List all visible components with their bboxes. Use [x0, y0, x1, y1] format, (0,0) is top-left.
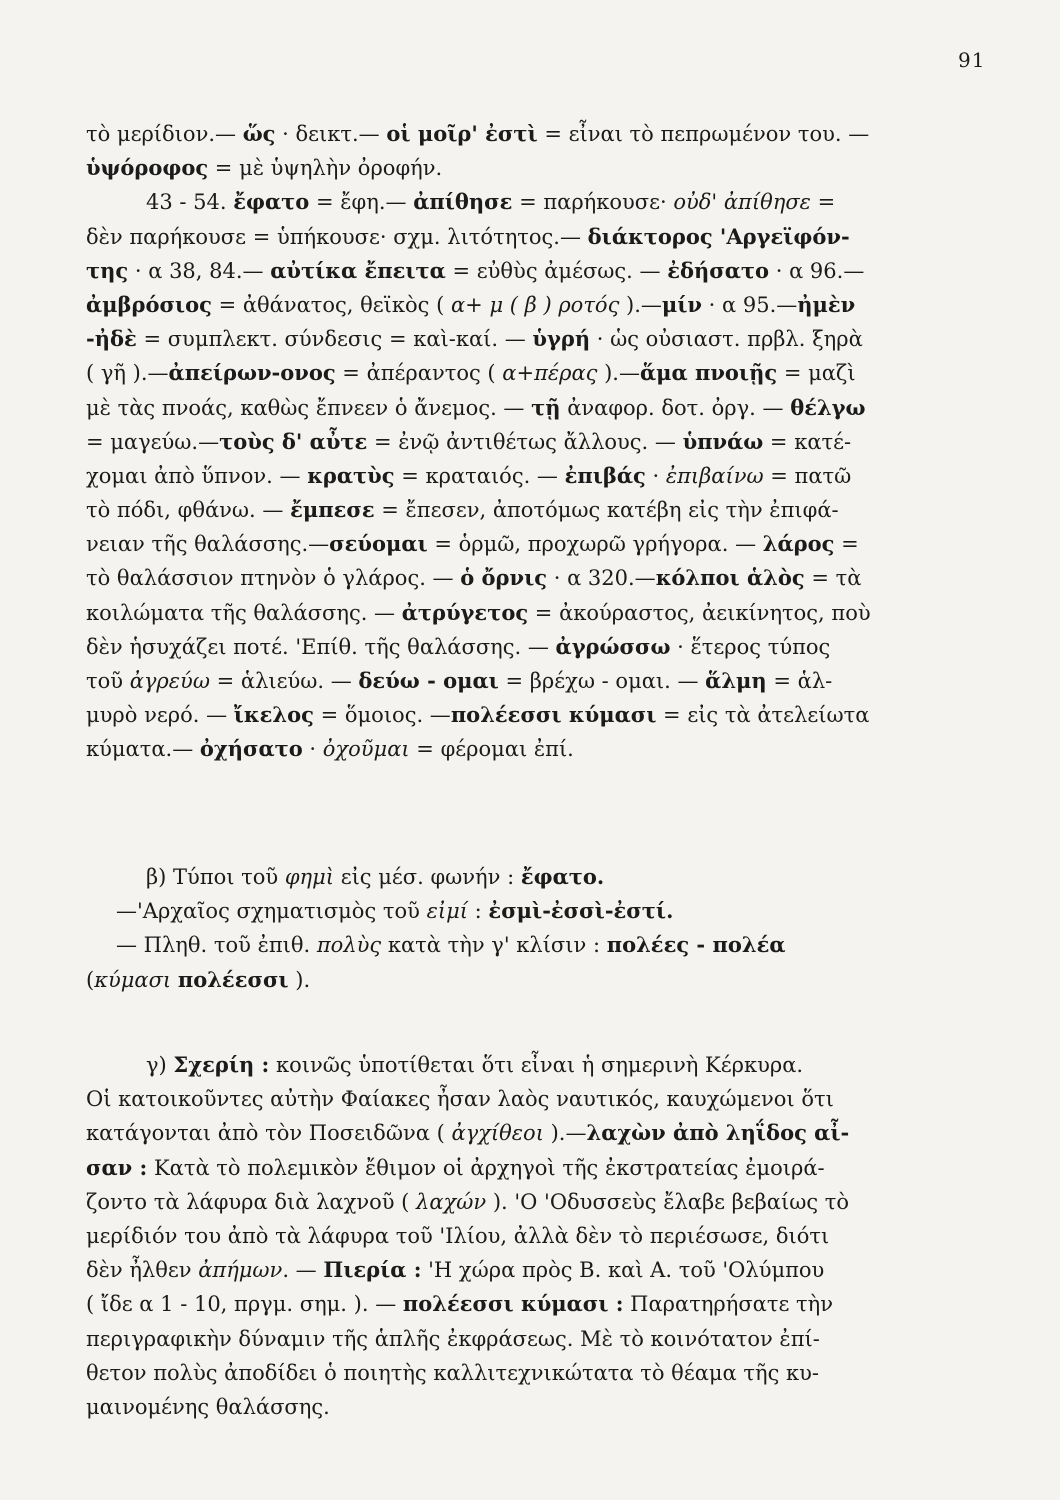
bold-term: Πιερία : — [323, 1257, 422, 1283]
bold-term: ἀγρώσσω — [555, 633, 671, 659]
text-run: δὲν ἡσυχάζει ποτέ. 'Επίθ. τῆς θαλάσσης. — — [86, 634, 556, 659]
text-run: ).— — [597, 361, 640, 386]
text-run: ). 'Ο 'Οδυσσεὺς ἔλαβε βεβαίως τὸ — [486, 1189, 850, 1214]
text-run: τὸ πόδι, φθάνω. — — [86, 498, 291, 523]
glossary-notes — [86, 117, 986, 767]
bold-term: ἔφατο. — [520, 864, 605, 889]
text-line — [86, 1219, 986, 1253]
text-run: κύματα.— — [86, 737, 200, 762]
text-run: — Πληθ. τοῦ ἐπιθ. — [116, 933, 317, 958]
text-run: = πατῶ — [763, 463, 852, 488]
text-run: = εὐθὺς ἀμέσως. — — [445, 258, 668, 283]
text-run: · ἕτερος τύπος — [670, 634, 831, 659]
text-run: = — [810, 190, 836, 215]
bold-term: ἅμα πνοιῇς — [639, 360, 778, 386]
text-line — [86, 963, 986, 997]
text-run: δὲν ἦλθεν — [86, 1258, 199, 1283]
text-line — [86, 356, 986, 390]
text-run: = βρέχω - ομαι. — — [498, 669, 706, 693]
text-run: χομαι ἀπὸ ὕπνον. — — [86, 463, 308, 488]
section-gamma-notes — [86, 1048, 986, 1424]
bold-term: ἀπείρων-ονος — [168, 360, 336, 386]
text-run: —'Αρχαῖος σχηματισμὸς τοῦ — [116, 899, 427, 924]
text-run: ( γῆ ).— — [86, 361, 169, 386]
bold-term: θέλγω — [790, 394, 866, 420]
italic-term: α+πέρας — [502, 361, 598, 386]
text-run: τὸ μερίδιον.— — [86, 122, 243, 146]
text-run: · α 96.— — [769, 258, 865, 283]
text-line — [86, 1356, 986, 1390]
text-line — [86, 459, 986, 493]
text-line — [86, 561, 986, 595]
text-run: . — — [282, 1258, 324, 1283]
text-line — [86, 391, 986, 425]
text-run: δὲν παρήκουσε = ὑπήκουσε· σχμ. λιτότητος.— — [86, 224, 588, 249]
text-run: = ἔφη.— — [309, 190, 414, 215]
text-run: = ἁλιεύω. — — [209, 669, 359, 693]
italic-term: εἰμί — [426, 899, 468, 924]
text-line — [86, 630, 986, 664]
text-run: = παρήκουσε· — [512, 190, 674, 215]
text-line — [86, 322, 986, 356]
text-run: νειαν τῆς θαλάσσης.— — [86, 532, 330, 557]
text-run: εἰς μέσ. φωνήν : — [334, 865, 521, 889]
text-run: μὲ τὰς πνοάς, καθὼς ἔπνεεν ὁ ἄνεμος. — — [86, 395, 532, 420]
bold-term: Σχερίη : — [173, 1052, 270, 1077]
text-run: ἀναφορ. δοτ. ὀργ. — — [560, 395, 791, 420]
bold-term: ὑψόροφος — [86, 155, 209, 181]
text-run: μερίδιόν του ἀπὸ τὰ λάφυρα τοῦ 'Ιλίου, ἀλλὰ δὲν τὸ περιέσωσε, διότι — [86, 1223, 830, 1248]
bold-term: ἐπιβάς — [564, 462, 646, 488]
text-line — [86, 1322, 986, 1356]
italic-term: λαχών — [416, 1189, 487, 1214]
text-line — [86, 1287, 986, 1321]
text-run: = ἔπεσεν, ἀποτόμως κατέβη εἰς τὴν ἐπιφά- — [374, 498, 839, 523]
bold-term: λάρος — [762, 531, 835, 557]
text-run: τοῦ — [86, 669, 130, 693]
text-line — [86, 254, 986, 288]
bold-term: οἱ μοῖρ' ἐστὶ — [386, 121, 538, 146]
italic-term: ἀπήμων — [198, 1258, 283, 1283]
italic-term: ἐπιβαίνω — [665, 463, 764, 488]
text-run: θετον πολὺς ἀποδίδει ὁ ποιητὴς καλλιτεχνικώτατα τὸ θέαμα τῆς κυ- — [86, 1360, 820, 1385]
text-run: = εἰς τὰ ἀτελείωτα — [656, 703, 870, 728]
bold-term: ὥς — [242, 121, 276, 146]
text-run: = φέρομαι ἐπί. — [409, 737, 574, 762]
bold-term: ὑγρή — [532, 326, 591, 352]
bold-term: ἔφατο — [233, 189, 310, 215]
text-run: · δεικτ.— — [275, 122, 387, 146]
bold-term: ἀμβρόσιος — [86, 291, 212, 317]
page-number: 91 — [958, 48, 986, 72]
text-line — [86, 1185, 986, 1219]
text-run: κοινῶς ὑποτίθεται ὅτι εἶναι ἡ σημερινὴ Κέρκυρα. — [269, 1053, 804, 1077]
bold-term: δεύω - ομαι — [358, 668, 499, 693]
text-line — [86, 1048, 986, 1082]
text-run: Οἱ κατοικοῦντες αὐτὴν Φαίακες ἦσαν λαὸς ναυτικός, καυχώμενοι ὅτι — [86, 1087, 834, 1112]
text-line — [86, 894, 986, 928]
italic-term: α+ μ ( β ) ροτός — [451, 292, 620, 317]
bold-term: -ἠδὲ — [86, 326, 137, 352]
bold-term: μίν — [661, 291, 702, 317]
bold-term: ὑπνάω — [682, 428, 764, 454]
bold-term: τοὺς δ' αὖτε — [219, 428, 368, 454]
bold-term: πολέεσσι — [177, 966, 289, 992]
text-line — [86, 288, 986, 322]
text-run: Παρατηρήσατε τὴν — [623, 1292, 833, 1317]
text-line — [86, 1116, 986, 1150]
bold-term: κόλποι ἁλὸς — [655, 565, 805, 591]
text-line — [86, 596, 986, 630]
text-run: γ) — [146, 1053, 174, 1077]
text-run: = ἐνῷ ἀντιθέτως ἄλλους. — — [367, 429, 683, 454]
bold-term: ἀπίθησε — [413, 189, 513, 215]
text-run: μυρὸ νερό. — — [86, 703, 234, 728]
text-run: ).— — [543, 1121, 587, 1146]
text-run: = — [834, 532, 859, 557]
text-run: = ὁρμῶ, προχωρῶ γρήγορα. — — [427, 532, 763, 557]
bold-term: πολέεσσι κύμασι : — [402, 1291, 624, 1317]
bold-term: ἴκελος — [233, 702, 314, 728]
text-line — [86, 117, 986, 151]
text-run: β) Τύποι τοῦ — [146, 865, 285, 889]
text-run: ). — [288, 967, 311, 992]
italic-term: ἀγχίθεοι — [451, 1121, 544, 1146]
bold-term: διάκτορος 'Αργεϊφόν- — [587, 223, 850, 249]
bold-term: κρατὺς — [307, 462, 395, 488]
text-line — [86, 664, 986, 698]
text-line — [86, 698, 986, 732]
italic-term: πολὺς — [316, 933, 382, 958]
text-run: = τὰ — [804, 566, 862, 591]
text-run: = κραταιός. — — [394, 463, 565, 488]
text-line — [86, 1082, 986, 1116]
italic-term: ἀγρεύω — [129, 669, 210, 693]
text-run: = μαζὶ — [777, 361, 856, 386]
bold-term: ἐδήσατο — [667, 257, 770, 283]
text-line — [86, 425, 986, 459]
bold-term: της — [86, 257, 129, 283]
bold-term: ἐσμὶ-ἐσσὶ-ἐστί. — [488, 898, 674, 924]
text-run: · α 38, 84.— — [128, 258, 271, 283]
text-run: = ὅμοιος. — — [313, 703, 451, 728]
text-line — [86, 1390, 986, 1424]
text-run: = ἀθάνατος, θεϊκὸς ( — [211, 292, 451, 317]
text-run: = μαγεύω.— — [86, 429, 220, 454]
bold-term: ἅλμη — [705, 668, 767, 693]
bold-term: ἔμπεσε — [290, 497, 375, 523]
text-run: = ἁλ- — [766, 669, 833, 693]
text-line — [86, 493, 986, 527]
text-line — [86, 928, 986, 962]
bold-term: πολέες - πολέα — [606, 932, 786, 958]
italic-term: ὀχοῦμαι — [322, 737, 410, 762]
text-run — [171, 968, 178, 992]
bold-term: ἀτρύγετος — [401, 599, 529, 625]
bold-term: ὁ ὄρνις — [460, 565, 548, 591]
bold-term: ἠμὲν — [797, 291, 856, 317]
text-run: κατὰ τὴν γ' κλίσιν : — [381, 933, 607, 958]
text-run: Κατὰ τὸ πολεμικὸν ἔθιμον οἱ ἀρχηγοὶ τῆς ἐκστρατείας ἐμοιρά- — [147, 1155, 825, 1180]
text-line — [86, 1253, 986, 1287]
text-run: ( — [86, 967, 95, 992]
text-run: = κατέ- — [763, 429, 852, 454]
text-run: · — [645, 463, 666, 488]
text-run: = εἶναι τὸ πεπρωμένον του. — — [537, 122, 870, 146]
text-line — [86, 185, 986, 219]
text-run: : — [467, 899, 489, 924]
text-line — [86, 527, 986, 561]
text-run: περιγραφικὴν δύναμιν τῆς ἁπλῆς ἐκφράσεως. Μὲ τὸ κοινότατον ἐπί- — [86, 1326, 820, 1351]
bold-term: λαχὼν ἀπὸ ληΐδος αἶ- — [586, 1120, 850, 1146]
bold-term: αὐτίκα ἔπειτα — [270, 257, 446, 283]
italic-term: κύμασι — [94, 967, 172, 992]
text-run: = μὲ ὑψηλὴν ὀροφήν. — [208, 156, 443, 181]
text-run: κατάγονται ἀπὸ τὸν Ποσειδῶνα ( — [86, 1121, 452, 1146]
text-run: · ὡς οὐσιαστ. πρβλ. ξηρὰ — [590, 327, 863, 352]
text-run: = ἀκούραστος, ἀεικίνητος, ποὺ — [528, 600, 871, 625]
text-run: · α 320.— — [547, 566, 656, 591]
text-run: κοιλώματα τῆς θαλάσσης. — — [86, 600, 402, 625]
text-line — [86, 1151, 986, 1185]
bold-term: ὀχήσατο — [199, 736, 303, 762]
text-run: ζοντο τὰ λάφυρα διὰ λαχνοῦ ( — [86, 1189, 417, 1214]
text-run: = ἀπέραντος ( — [335, 361, 503, 386]
bold-term: σαν : — [86, 1154, 148, 1180]
text-line — [86, 732, 986, 766]
text-line — [86, 151, 986, 185]
text-run: τὸ θαλάσσιον πτηνὸν ὁ γλάρος. — — [86, 566, 461, 591]
text-line — [86, 220, 986, 254]
text-run: · α 95.— — [702, 292, 798, 317]
text-run: ( ἴδε α 1 - 10, πργμ. σημ. ). — — [86, 1292, 403, 1317]
italic-term: φημὶ — [284, 865, 335, 889]
bold-term: τῇ — [531, 394, 561, 420]
text-run: 'Η χώρα πρὸς Β. καὶ Α. τοῦ 'Ολύμπου — [421, 1258, 825, 1283]
bold-term: σεύομαι — [329, 531, 428, 557]
text-run: μαινομένης θαλάσσης. — [86, 1394, 330, 1419]
italic-term: οὐδ' ἀπίθησε — [673, 190, 811, 215]
text-run: · — [302, 737, 323, 762]
bold-term: πολέεσσι κύμασι — [450, 702, 657, 728]
text-run: ).— — [619, 292, 662, 317]
section-beta-forms — [86, 860, 986, 997]
text-line — [86, 860, 986, 894]
text-run: = συμπλεκτ. σύνδεσις = καὶ-καί. — — [136, 327, 533, 352]
text-run: 43 - 54. — [146, 190, 234, 215]
